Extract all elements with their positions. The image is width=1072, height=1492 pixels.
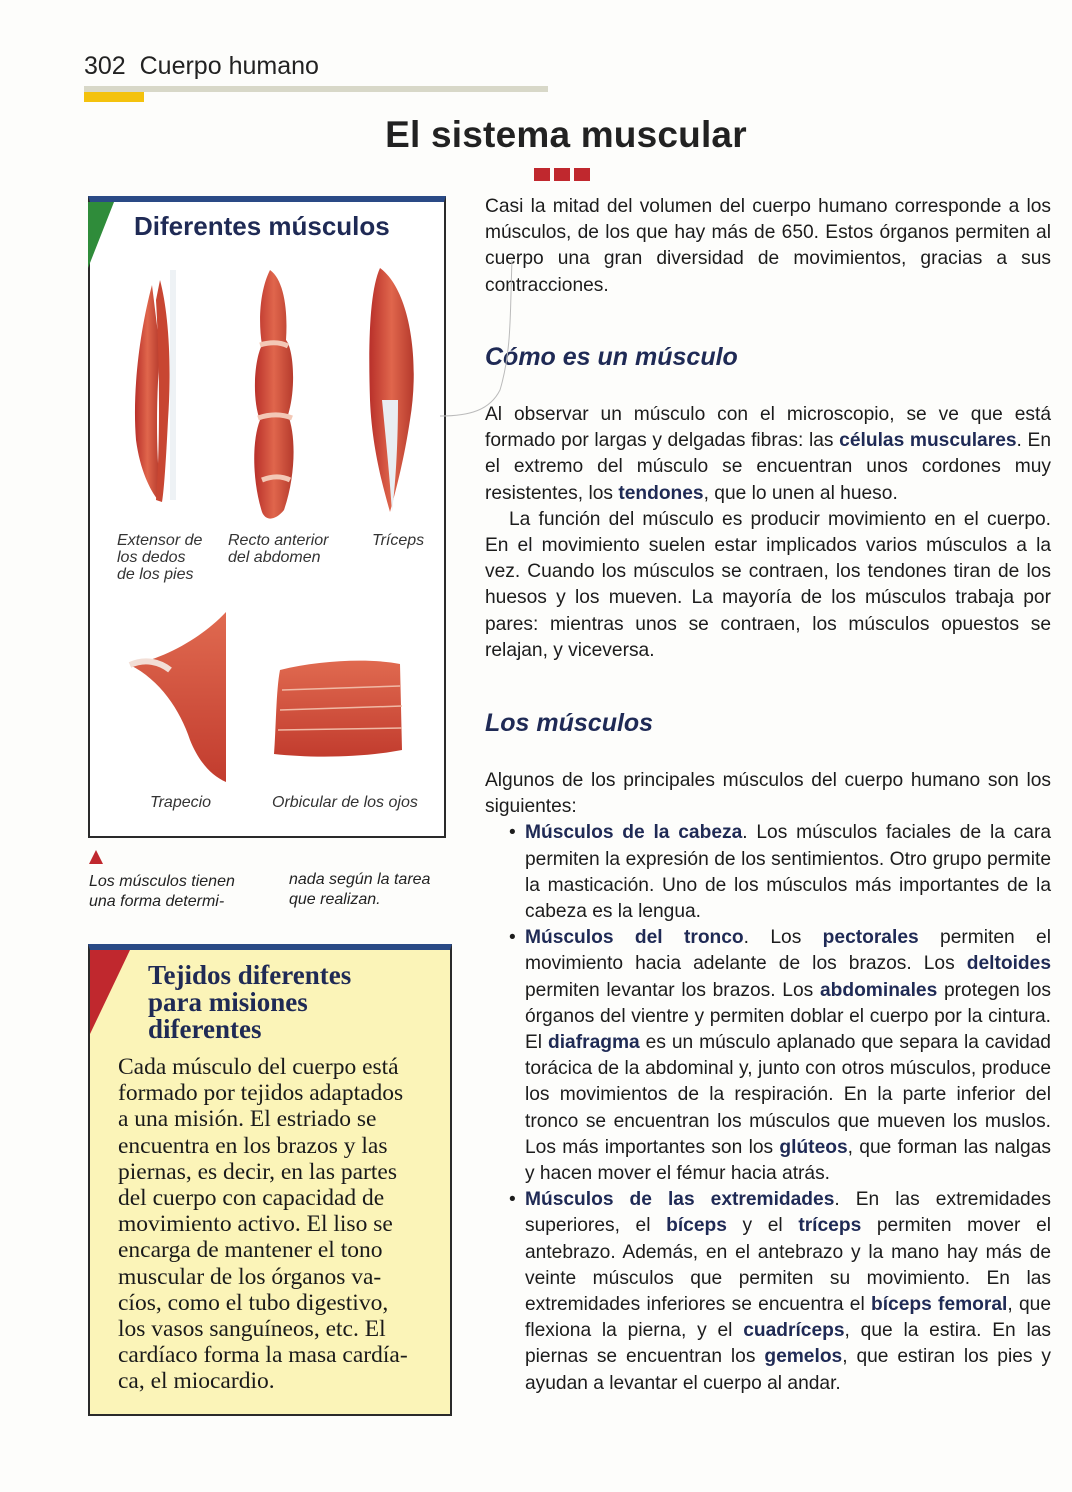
section-como-heading [485,344,1051,370]
heading-los-musculos: Los músculos [485,709,654,737]
muscles-box-title: Diferentes músculos [134,211,390,241]
page-title: El sistema muscular [385,114,747,155]
label-recto: Recto anterior del abdomen [228,532,329,566]
list-item-cabeza: • Músculos de la cabeza. Los músculos faciales de la cara permiten la expresión de los sentimientos. Otro grupo permite la masticación. Uno de los músculos más importantes de la cabeza es la lengua. [509,822,1051,923]
list-item-extremidades: • Músculos de las extremidades. En las extremidades superiores, el bíceps y el tríceps permiten mover el antebrazo. Además, en el antebrazo y la mano hay más de veinte músculos que permiten su movimiento. En las extremidades inferiores se encuentra el bíceps femoral, que flexiona la pierna, y el cuadríceps, que la estira. En las piernas se encuentran los gemelos, que estiran los pies y ayudan a levantar el cuerpo al andar. [509,1189,1052,1394]
triceps-muscle-image [369,268,413,512]
section-name: Cuerpo humano [139,52,319,80]
label-triceps: Tríceps [372,532,425,549]
figure-caption-col1: Los músculos tienen una forma determi- [89,873,235,910]
extensor-muscle-image [135,270,176,502]
header-accent-bar [84,92,144,102]
tejidos-corner-accent [90,950,130,1034]
paragraph-algunos: Algunos de los principales músculos del cuerpo humano son los siguientes: [485,770,1051,818]
leader-line [420,250,520,430]
figure-caption-col2: nada según la tarea que realizan. [289,871,431,908]
page-number: 302 [84,52,126,80]
label-extensor: Extensor de los dedos de los pies [117,532,203,583]
title-ornament [534,168,590,181]
label-orbicular: Orbicular de los ojos [272,794,418,811]
tejidos-text: Cada músculo del cuerpo está formado por tejidos adaptados a una misión. El estriado se encuentra en los brazos y las piernas, es decir, en las partes del cuerpo con capacidad de movimiento activo. El liso se encarga de mantener el tono muscular de los órganos va- cíos, como el tubo digestivo, los vasos sanguíneos, etc. El cardíaco forma la masa cardía- ca, el miocardio. [118,1054,408,1395]
page-header [84,52,319,81]
label-trapecio: Trapecio [150,794,212,811]
section-musculos-body [485,768,1051,1397]
caption-marker-icon [89,850,103,864]
heading-como-es: Cómo es un músculo [485,343,738,371]
recto-muscle-image [254,270,293,519]
orbicular-muscle-image [274,661,402,757]
paragraph-microscopio: Al observar un músculo con el microscopio, se ve que está formado por largas y delgadas fibras: las células musculares. En el extremo del músculo se encuentran unos cordones muy resistentes, los tendones, que lo unen al hueso. [485,404,1051,504]
section-como-body [485,402,1051,664]
header-rule-grey [144,86,548,92]
list-item-tronco: • Músculos del tronco. Los pectorales permiten el movimiento hacia adelante de los brazos. Los deltoides permiten levantar los brazos. Los abdominales protegen los órganos del vientre y permiten doblar el cuerpo por la cintura. El diafragma es un músculo aplanado que separa la cavidad torácica de la abdominal y, junto con otros músculos, produce los movimientos de la respiración. En la parte inferior del tronco se encuentran los músculos que mueven los muslos. Los más importantes son los glúteos, que forman las nalgas y hacen mover el fémur hacia atrás. [509,927,1052,1185]
tejidos-title: Tejidos diferentes para misiones diferentes [148,960,352,1044]
section-musculos-heading [485,710,1051,736]
intro-paragraph: Casi la mitad del volumen del cuerpo humano corresponde a los músculos, de los que hay más de 650. Estos órganos permiten al cuerpo una gran diversidad de movimientos, gracias a sus contracciones. [485,196,1051,296]
trapecio-muscle-image [130,612,226,782]
paragraph-funcion: La función del músculo es producir movimiento en el cuerpo. En el movimiento suelen estar implicados varios músculos a la vez. Cuando los músculos se contraen, los tendones tiran de los huesos y los mueven. La mayoría de los músculos trabaja por pares: mientras unos se contraen, los músculos opuestos se relajan, y viceversa. [485,508,1051,661]
